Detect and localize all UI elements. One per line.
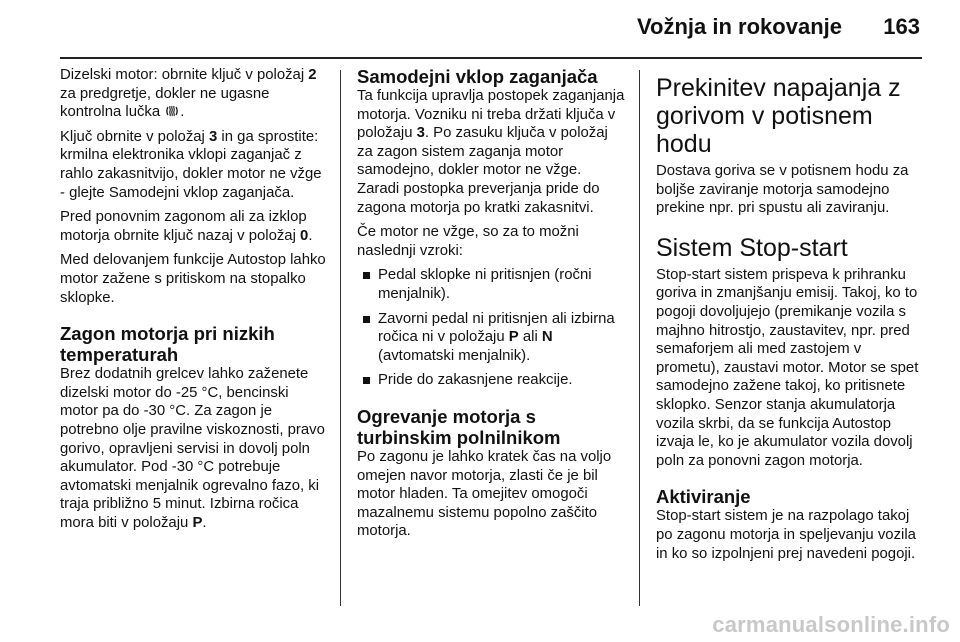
text: (avtomatski menjalnik). xyxy=(378,347,531,364)
text: za predgretje, dokler ne ugasne kontrolna lučka xyxy=(60,85,270,121)
column-1 xyxy=(60,66,330,538)
text: Dizelski motor: obrnite ključ v položaj xyxy=(60,67,309,83)
text: ali xyxy=(518,329,542,346)
list-item xyxy=(357,310,625,366)
paragraph-key-position-3 xyxy=(60,128,330,202)
text: . Po zasuku ključa v položaj za zagon sistem zaganja motor samodejno, dokler motor ne vžge. Zaradi postopka preverjanja pride do zagona motorja po kratki zakasnitvi. xyxy=(357,125,608,216)
heading-activation: Aktiviranje xyxy=(656,486,751,508)
preheat-glow-plug-icon xyxy=(165,104,179,118)
text: . xyxy=(202,514,207,531)
column-divider-2 xyxy=(639,70,640,606)
paragraph-causes: Če motor ne vžge, so za to možni naslednji vzroki: xyxy=(357,224,579,259)
paragraph-diesel-preheat xyxy=(60,66,330,122)
gear-position: N xyxy=(541,329,553,346)
causes-list xyxy=(357,266,625,390)
key-position: 0 xyxy=(300,227,309,244)
heading-fuel-cutoff: Prekinitev napajanja z gorivom v potisnem hodu xyxy=(656,74,901,158)
paragraph-cold-start xyxy=(60,365,330,532)
paragraph-stop-start: Stop-start sistem prispeva k prihranku goriva in zmanjšanju emisij. Takoj, ko to pogoji dovoljujejo (premikanje vozila s majhno hitrostjo, zaustavitev, npr. pred semaforjem ali med zastojem v prometu), zaustavi motor. Motor se spet samodejno zažene takoj, ko pritisnete sklopko. Senzor stanja akumulatorja vozila skrbi, da se funkcija Autostop izvaja le, ko je akumulator vozila dovolj poln za ponovni zagon motorja. xyxy=(656,266,919,469)
text: Pred ponovnim zagonom ali za izklop motorja obrnite ključ nazaj v položaj xyxy=(60,209,307,244)
watermark: carmanualsonline.info xyxy=(712,612,950,637)
text: Ta funkcija upravlja postopek zaganjanja motorja. Vozniku ni treba držati ključa v položaju xyxy=(357,88,625,142)
text: Brez dodatnih grelcev lahko zaženete dizelski motor do -25 °C, bencinski motor pa do -30 °C. Za zagon je potrebno olje pravilne viskoznosti, pravo gorivo, opravljeni servisi in dovolj poln akumulator. Pod -30 °C potrebuje avtomatski menjalnik ogrevalno fazo, ki traja približno 5 minut. Izbirna ročica mora biti v položaju xyxy=(60,366,325,531)
text: Zavorni pedal ni pritisnjen ali izbirna ročica ni v položaju xyxy=(378,310,615,346)
paragraph-auto-starter xyxy=(357,87,625,217)
paragraph-activation: Stop-start sistem je na razpolago takoj po zagonu motorja in speljevanju vozila in ko so izpolnjeni prej navedeni pogoji. xyxy=(656,508,916,562)
heading-stop-start: Sistem Stop-start xyxy=(656,233,848,262)
text: . xyxy=(180,104,185,121)
page-header xyxy=(0,0,960,60)
heading-turbo-warmup: Ogrevanje motorja s turbinskim polnilnikom xyxy=(357,405,561,448)
header-divider xyxy=(60,57,922,59)
gear-position: P xyxy=(192,514,203,531)
column-divider-1 xyxy=(340,70,341,606)
key-position: 3 xyxy=(416,125,425,142)
heading-cold-start: Zagon motorja pri nizkih temperaturah xyxy=(60,323,275,366)
paragraph-restart xyxy=(60,208,330,245)
gear-position: P xyxy=(508,329,519,346)
chapter-title: Vožnja in rokovanje xyxy=(637,14,842,39)
column-2 xyxy=(357,66,625,547)
paragraph-turbo-warmup: Po zagonu je lahko kratek čas na voljo omejen navor motorja, zlasti če je bil motor hladen. Ta omejitev omogoči mazalnemu sistemu popolno zaščito motorja. xyxy=(357,448,612,540)
paragraph-fuel-cutoff: Dostava goriva se v potisnem hodu za boljše zaviranje motorja samodejno prekine npr. pri spustu ali zaviranju. xyxy=(656,163,909,217)
paragraph-autostop: Med delovanjem funkcije Autostop lahko motor zažene s pritiskom na stopalko sklopke. xyxy=(60,252,326,306)
page-number: 163 xyxy=(883,14,920,39)
column-3 xyxy=(656,66,926,569)
text: in ga sprostite: krmilna elektronika vklopi zaganjač z rahlo zakasnitvijo, dokler motor ne vžge - glejte Samodejni vklop zaganjača. xyxy=(60,128,322,201)
key-position: 2 xyxy=(308,67,317,83)
key-position: 3 xyxy=(209,128,218,145)
text: Ključ obrnite v položaj xyxy=(60,128,209,145)
list-item: Pride do zakasnjene reakcije. xyxy=(357,371,625,390)
heading-auto-starter: Samodejni vklop zaganjača xyxy=(357,66,598,87)
text: . xyxy=(308,227,313,244)
list-item: Pedal sklopke ni pritisnjen (ročni menjalnik). xyxy=(357,266,625,303)
